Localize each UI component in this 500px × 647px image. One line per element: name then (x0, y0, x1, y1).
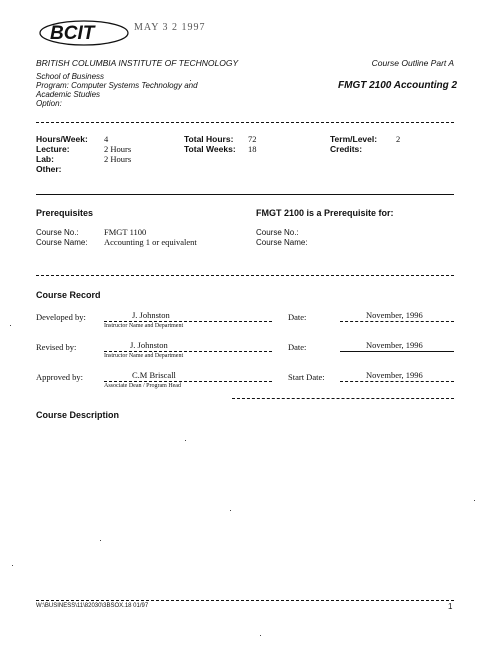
prereq-for-course-no-label: Course No.: (256, 228, 299, 237)
outline-part: Course Outline Part A (371, 58, 454, 68)
start-date-label: Start Date: (288, 372, 325, 382)
credits-label: Credits: (330, 144, 363, 154)
divider (36, 275, 454, 276)
developed-date: November, 1996 (366, 310, 423, 320)
approved-name: C.M Briscall (132, 370, 176, 380)
developed-date-label: Date: (288, 312, 307, 322)
scan-speck (10, 325, 11, 326)
school-line: Option: (36, 99, 62, 108)
developed-name: J. Johnston (132, 310, 170, 320)
divider (36, 122, 454, 123)
lab-value: 2 Hours (104, 154, 132, 164)
bcit-logo (38, 18, 130, 48)
date-line (340, 321, 454, 322)
divider (36, 194, 454, 195)
prereq-heading: Prerequisites (36, 208, 94, 218)
lecture-label: Lecture: (36, 144, 70, 154)
revised-sub: Instructor Name and Department (104, 353, 184, 359)
lecture-value: 2 Hours (104, 144, 132, 154)
total-hours-value: 72 (248, 134, 257, 144)
hours-week-label: Hours/Week: (36, 134, 88, 144)
course-title: FMGT 2100 Accounting 2 (338, 80, 458, 91)
scan-speck (474, 500, 475, 501)
prereq-course-name-label: Course Name: (36, 238, 88, 247)
total-weeks-label: Total Weeks: (184, 144, 236, 154)
prereq-course-no-label: Course No.: (36, 228, 79, 237)
start-date: November, 1996 (366, 370, 423, 380)
developed-label: Developed by: (36, 312, 86, 322)
term-value: 2 (396, 134, 401, 144)
lab-label: Lab: (36, 154, 54, 164)
school-line: School of Business (36, 72, 105, 81)
school-info (36, 72, 198, 108)
scan-speck (100, 540, 101, 541)
revised-name: J. Johnston (130, 340, 168, 350)
page-number: 1 (448, 602, 453, 611)
approved-sub: Associate Dean / Program Head (104, 383, 181, 389)
total-weeks-value: 18 (248, 144, 257, 154)
signature-line (104, 321, 272, 322)
revised-date-label: Date: (288, 342, 307, 352)
footer-divider (36, 600, 454, 601)
date-line (340, 351, 454, 352)
signature-line (104, 381, 272, 382)
divider (232, 398, 454, 399)
institute-name: BRITISH COLUMBIA INSTITUTE OF TECHNOLOGY (36, 58, 239, 68)
scan-speck (185, 440, 186, 441)
school-line: Program: Computer Systems Technology and (36, 81, 198, 90)
term-label: Term/Level: (330, 134, 378, 144)
prereq-for-heading: FMGT 2100 is a Prerequisite for: (256, 208, 394, 218)
signature-line (104, 351, 272, 352)
prereq-course-name-value: Accounting 1 or equivalent (104, 237, 197, 247)
approved-label: Approved by: (36, 372, 83, 382)
hours-week-value: 4 (104, 134, 109, 144)
footer-path: W:\BUSINESS\11\82030\3BSOX.18 01/97 (36, 603, 149, 609)
received-stamp: MAY 3 2 1997 (134, 22, 206, 33)
other-label: Other: (36, 164, 62, 174)
scan-speck (230, 510, 231, 511)
revised-label: Revised by: (36, 342, 77, 352)
scan-speck (190, 80, 191, 81)
prereq-course-no-value: FMGT 1100 (104, 227, 147, 237)
scan-speck (260, 635, 261, 636)
logo-text: BCIT (50, 23, 95, 44)
date-line (340, 381, 454, 382)
total-hours-label: Total Hours: (184, 134, 234, 144)
scan-speck (12, 565, 13, 566)
course-record-heading: Course Record (36, 290, 101, 300)
developed-sub: Instructor Name and Department (104, 323, 184, 329)
school-line: Academic Studies (36, 90, 101, 99)
course-description-heading: Course Description (36, 410, 120, 420)
prereq-for-course-name-label: Course Name: (256, 238, 308, 247)
revised-date: November, 1996 (366, 340, 423, 350)
